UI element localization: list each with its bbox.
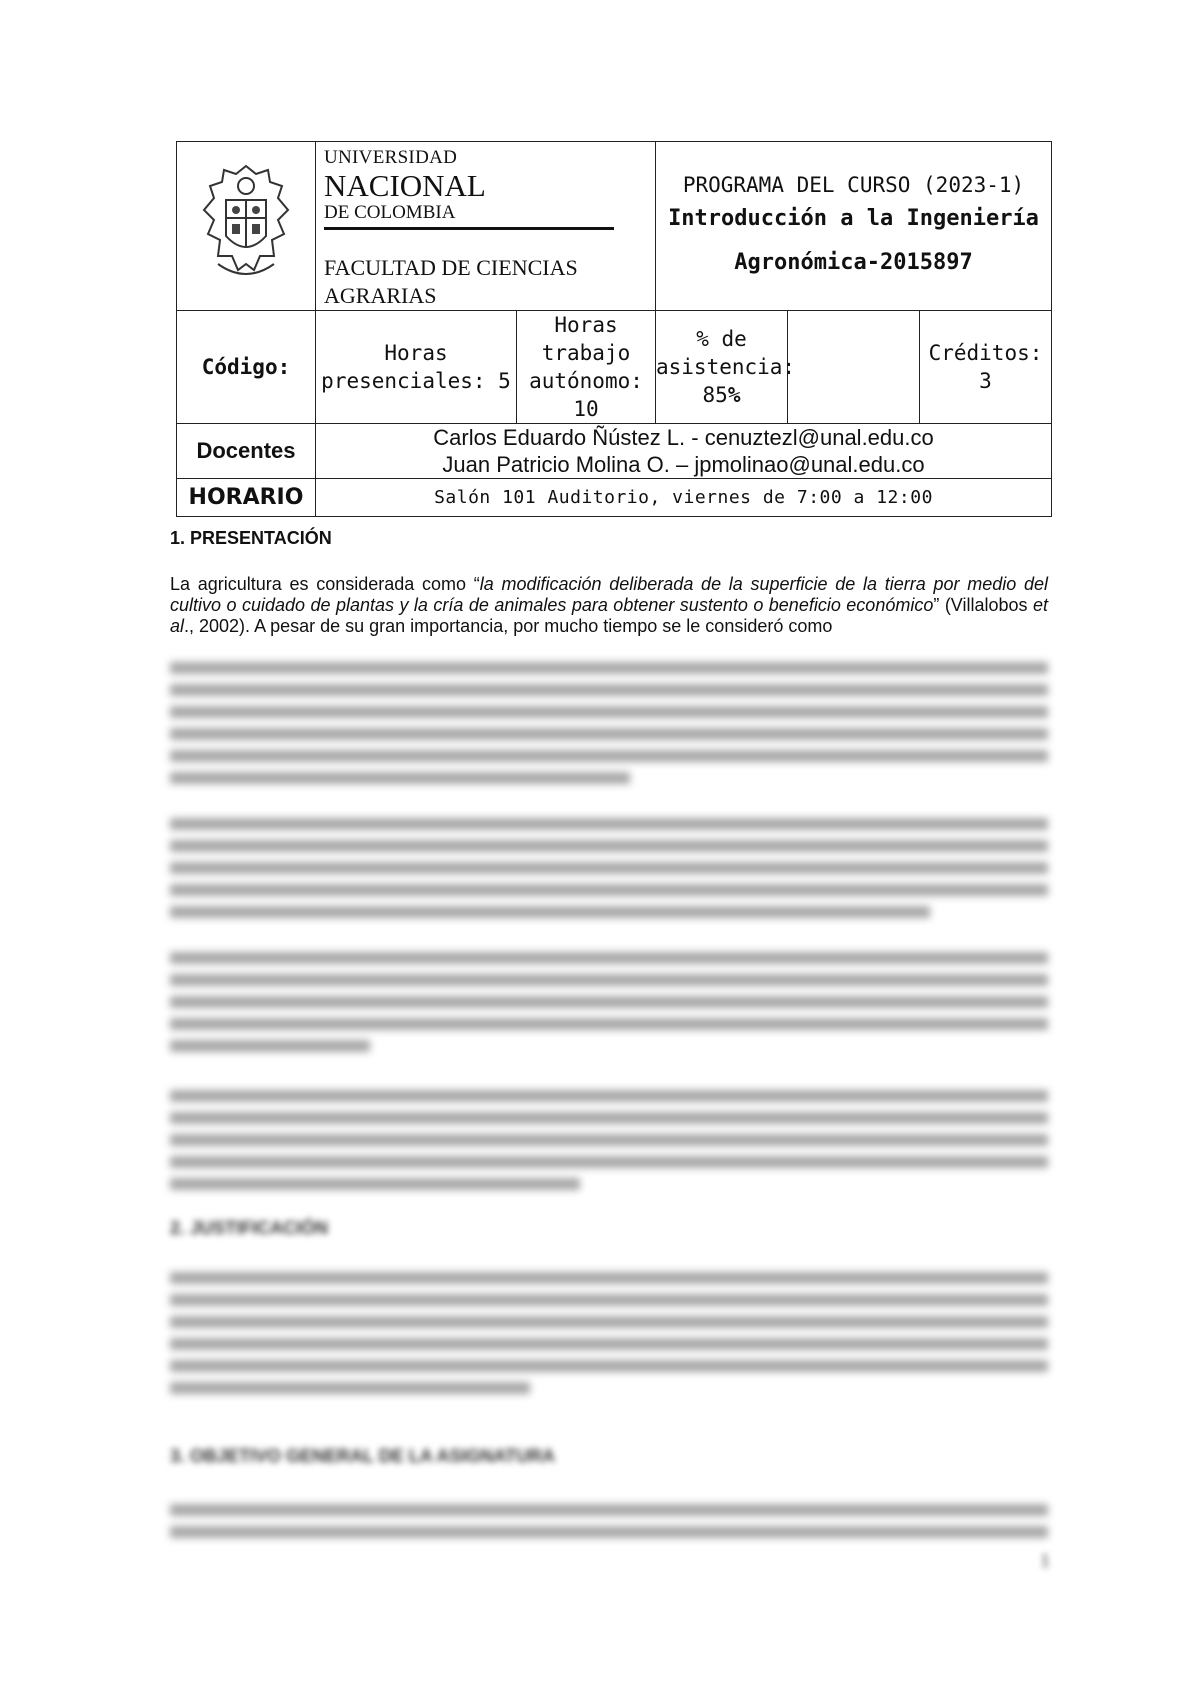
asistencia-percent-sign: % (727, 383, 741, 407)
p1-text-a: La agricultura es considerada como “ (170, 574, 480, 594)
university-country: DE COLOMBIA (324, 202, 456, 223)
horario-label: HORARIO (177, 479, 316, 517)
p1-text-b: ” (Villalobos (933, 595, 1033, 615)
university-top: UNIVERSIDAD (324, 147, 458, 168)
asistencia-line1: % de (696, 327, 747, 351)
course-title-2: Agronómica-2015897 (734, 250, 973, 275)
asistencia-value: asistencia: 85 (656, 355, 796, 407)
p1-italic: la modificación deliberada de la superficie de la tierra por medio del cultivo o cuidado de plantas y la cría de animales para obtener sustento o beneficio económico (170, 574, 1048, 615)
horario-text: Salón 101 Auditorio, viernes de 7:00 a 12:00 (316, 479, 1052, 517)
program-line: PROGRAMA DEL CURSO (2023-1) (682, 173, 1025, 197)
horas-trabajo-line1: Horas trabajo (541, 313, 631, 365)
university-name: NACIONAL (324, 168, 486, 203)
creditos-line1: Créditos: (928, 341, 1043, 365)
p1-text-c: ., 2002). A pesar de su gran importancia, por mucho tiempo se le consideró como (184, 616, 833, 636)
horas-presenciales-line2: presenciales: 5 (321, 369, 511, 393)
faculty-name: FACULTAD DE CIENCIAS AGRARIAS (324, 255, 578, 308)
docente-1: Carlos Eduardo Ñústez L. - cenuztezl@unal.edu.co (433, 425, 934, 450)
course-title-1: Introducción a la Ingeniería (668, 206, 1039, 231)
horas-trabajo-line2: autónomo: 10 (529, 369, 643, 421)
creditos-line2: 3 (979, 369, 992, 393)
section-title-presentacion: 1. PRESENTACIÓN (170, 528, 332, 548)
docente-2: Juan Patricio Molina O. – jpmolinao@unal.edu.co (442, 452, 925, 477)
codigo-label: Código: (177, 311, 316, 424)
section-title-justificacion: 2. JUSTIFICACIÓN (170, 1218, 329, 1238)
section-title-objetivo: 3. OBJETIVO GENERAL DE LA ASIGNATURA (170, 1446, 556, 1466)
docentes-label: Docentes (177, 424, 316, 479)
page-number: 1 (1040, 1550, 1050, 1572)
horas-presenciales-line1: Horas (384, 341, 448, 365)
p1-etal: et al (170, 595, 1049, 636)
